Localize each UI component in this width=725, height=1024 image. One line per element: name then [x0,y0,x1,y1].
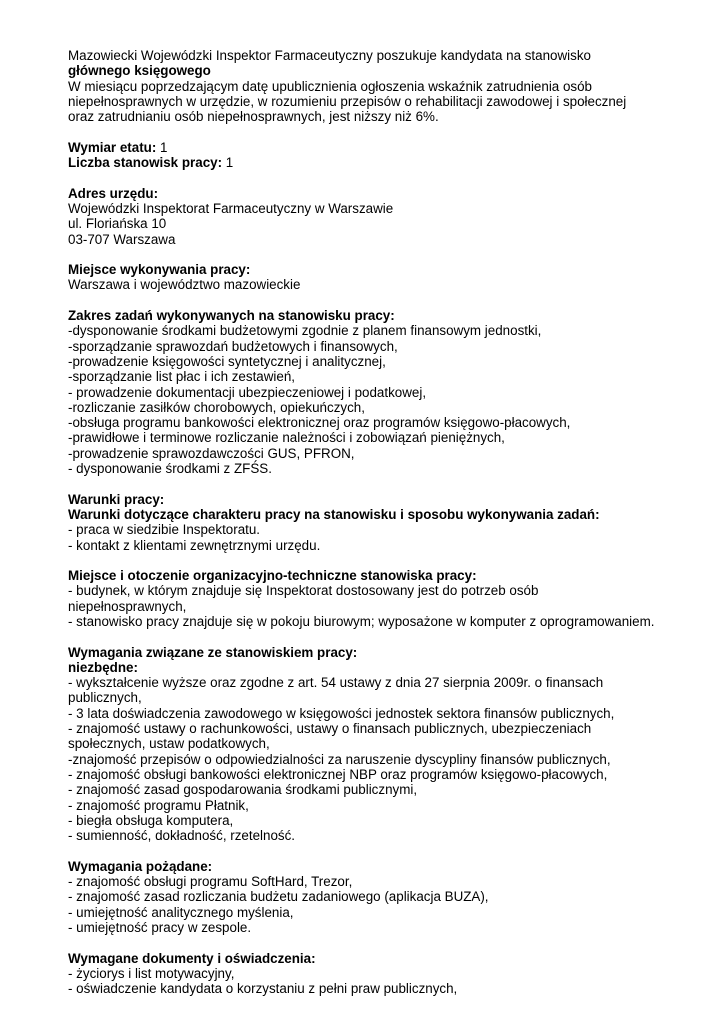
wymiar-etatu [68,140,718,155]
intro-paragraph-line: oraz zatrudnianiu osób niepełnosprawnych, jest niższy niż 6%. [68,109,439,125]
text-line: - znajomość ustawy o rachunkowości, ustawy o finansach publicznych, ubezpieczeniach [68,721,592,737]
text-line: - znajomość zasad gospodarowania środkami publicznymi, [68,782,418,798]
conditions-heading: Warunki pracy: [68,491,165,507]
text-line: -znajomość przepisów o odpowiedzialności za naruszenie dyscypliny finansów publicznych, [68,751,611,767]
text-line: - znajomość obsługi programu SoftHard, Trezor, [68,874,353,890]
text-line: -sporządzanie sprawozdań budżetowych i finansowych, [68,338,398,354]
requirements-heading: Wymagania związane ze stanowiskiem pracy: [68,644,358,660]
location-heading: Miejsce wykonywania pracy: [68,262,251,278]
position-title: głównego księgowego [68,63,211,79]
requirements-list [68,675,718,843]
text-line: -dysponowanie środkami budżetowymi zgodnie z planem finansowym jednostki, [68,323,542,339]
text-line: Warszawa i województwo mazowieckie [68,277,301,293]
text-line: ul. Floriańska 10 [68,216,167,232]
location-lines [68,277,718,292]
liczba-stanowisk-label: Liczba stanowisk pracy: [68,155,223,171]
text-line: -sporządzanie list płac i ich zestawień, [68,369,296,385]
desired-list [68,874,718,935]
text-line: Wojewódzki Inspektorat Farmaceutyczny w Warszawie [68,200,394,216]
wymiar-etatu-value: 1 [156,139,168,155]
address-heading: Adres urzędu: [68,185,159,201]
text-line: - oświadczenie kandydata o korzystaniu z pełni praw publicznych, [68,981,458,997]
text-line: 03-707 Warszawa [68,231,176,247]
text-line: - praca w siedzibie Inspektoratu. [68,522,261,538]
text-line: - 3 lata doświadczenia zawodowego w księgowości jednostek sektora finansów publicznych, [68,705,615,721]
desired-heading: Wymagania pożądane: [68,858,213,874]
text-line: - znajomość obsługi bankowości elektronicznej NBP oraz programów księgowo-płacowych, [68,766,608,782]
text-line: - sumienność, dokładność, rzetelność. [68,828,296,844]
text-line: -prawidłowe i terminowe rozliczanie należności i zobowiązań pieniężnych, [68,430,505,446]
text-line: -prowadzenie sprawozdawczości GUS, PFRON, [68,445,355,461]
intro-paragraph-line: niepełnosprawnych w urzędzie, w rozumieniu przepisów o rehabilitacji zawodowej i społecznej [68,93,627,109]
duties-heading: Zakres zadań wykonywanych na stanowisku pracy: [68,308,395,324]
text-line: - życiorys i list motywacyjny, [68,965,235,981]
text-line: - stanowisko pracy znajduje się w pokoju biurowym; wyposażone w komputer z oprogramowaniem. [68,613,655,629]
text-line: -prowadzenie księgowości syntetycznej i analitycznej, [68,353,386,369]
documents-list [68,966,718,997]
documents-heading: Wymagane dokumenty i oświadczenia: [68,950,316,966]
text-line: - biegła obsługa komputera, [68,812,234,828]
environment-list [68,583,718,629]
document-page [68,48,718,996]
text-line: -obsługa programu bankowości elektronicznej oraz programów księgowo-płacowych, [68,415,571,431]
text-line: - umiejętność analitycznego myślenia, [68,904,294,920]
conditions-subheading: Warunki dotyczące charakteru pracy na stanowisku i sposobu wykonywania zadań: [68,506,600,522]
text-line: niepełnosprawnych, [68,598,187,614]
requirements-subheading: niezbędne: [68,659,138,675]
text-line: - kontakt z klientami zewnętrznymi urzędu. [68,537,321,553]
liczba-stanowisk-value: 1 [222,155,234,171]
liczba-stanowisk [68,155,718,170]
text-line: -rozliczanie zasiłków chorobowych, opiekuńczych, [68,399,365,415]
text-line: - prowadzenie dokumentacji ubezpieczeniowej i podatkowej, [68,384,427,400]
text-line: publicznych, [68,690,142,706]
text-line: - wykształcenie wyższe oraz zgodne z art. 54 ustawy z dnia 27 sierpnia 2009r. o finansach [68,675,604,691]
intro-paragraph-line: W miesiącu poprzedzającym datę upublicznienia ogłoszenia wskaźnik zatrudnienia osób [68,78,593,94]
duties-list [68,323,718,476]
conditions-list [68,522,718,553]
text-line: - budynek, w którym znajduje się Inspektorat dostosowany jest do potrzeb osób [68,583,539,599]
text-line: - dysponowanie środkami z ZFŚS. [68,461,272,477]
intro-line: Mazowiecki Wojewódzki Inspektor Farmaceutyczny poszukuje kandydata na stanowisko [68,48,591,63]
text-line: - umiejętność pracy w zespole. [68,919,252,935]
environment-heading: Miejsce i otoczenie organizacyjno-techniczne stanowiska pracy: [68,568,477,584]
text-line: - znajomość programu Płatnik, [68,797,249,813]
address-lines [68,201,718,247]
text-line: - znajomość zasad rozliczania budżetu zadaniowego (aplikacja BUZA), [68,889,489,905]
wymiar-etatu-label: Wymiar etatu: [68,139,157,155]
text-line: społecznych, ustaw podatkowych, [68,736,270,752]
